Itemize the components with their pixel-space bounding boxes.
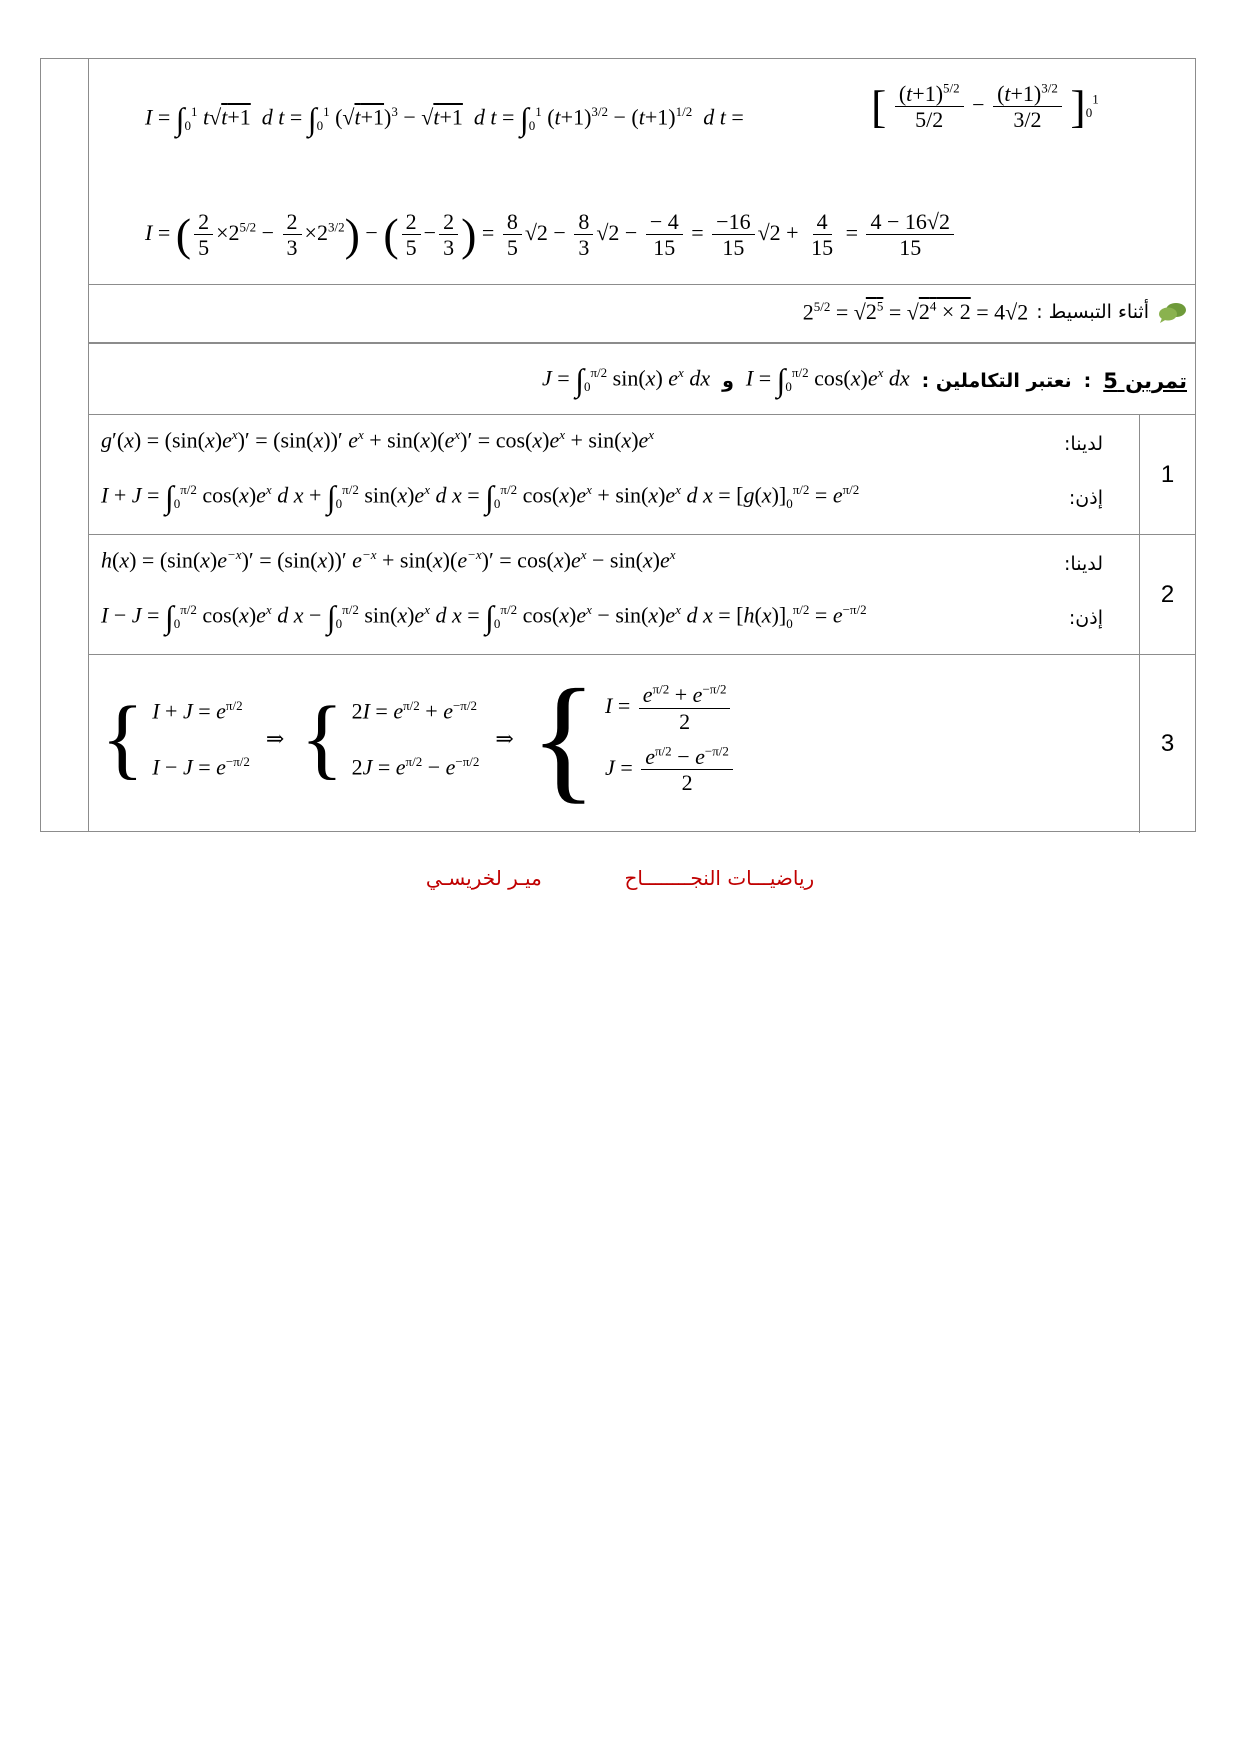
step1-derivative: $g'(x) = (\sin(x)e^x)' = (\sin(x))'$ $e^x + \sin(x)(e^x)' = \cos(x)e^x + \sin(x)e^x$ (101, 427, 655, 453)
step-number-1: 1 (1139, 415, 1195, 534)
step1-label-therefore: إذن: (1068, 487, 1103, 509)
speech-bubbles-icon (1157, 300, 1187, 324)
integral-I-expansion: $I = \int_0^1$ t√t+1 d $t = \int_0^1$ $(√t+1)^3 - √t+1$ d $t = \int_0^1$ $(t+1)^{3/2} - (t+1)^{1/2}$ d t = (145, 101, 744, 137)
exercise-header-row: تمرين 5 : نعتبر التكاملين : $I = \int_0^{\pi/2}$ $\cos(x)e^x$ dx و $J = \int_0^{\pi/2}$ sin(x) $e^x$ dx (89, 343, 1195, 415)
step-number-2: 2 (1139, 535, 1195, 654)
step1-label-given: لدينا: (1064, 433, 1103, 455)
step-row-2 (89, 535, 1195, 655)
step-row-3 (89, 655, 1195, 833)
step3-system-solution: { $I + J = e^{\pi/2}$ $I - J = e^{-\pi/2}$ ⇒ { $2I = e^{\pi/2} + e^{-\pi/2}$ $2J = e^{\pi/2} - e^{-\pi/2}$ ⇒ { I = $\frac{e^{\pi/2} + e^{-\pi/2}}{2}$ J = $\frac{e^{\pi/2} - e^{-\pi/2}}{2}$ (101, 669, 736, 809)
step-row-1 (89, 415, 1195, 535)
exercise-title: تمرين 5 (1103, 368, 1187, 393)
step2-label-given: لدينا: (1064, 553, 1103, 575)
integral-computation-row (89, 59, 1195, 285)
step2-label-therefore: إذن: (1068, 607, 1103, 629)
and-word: و (722, 369, 734, 392)
step2-derivative: $h(x) = (\sin(x)e^{-x})' = (\sin(x))'$ $e^{-x} + \sin(x)(e^{-x})' = \cos(x)e^x - \sin(x)e^x$ (101, 547, 676, 573)
step-number-3: 3 (1139, 655, 1195, 833)
footer (0, 866, 1240, 890)
integral-I-antiderivative: [ $\frac{(t+1)^{5/2}}{5/2}$ − $\frac{(t+1)^{3/2}}{3/2}$ ]$_0^1$ (871, 80, 1099, 133)
step1-sum: $I + J = \int_0^{\pi/2}$ $\cos(x)e^x$ d $x + \int_0^{\pi/2}$ $\sin(x)e^x$ d $x = \int_0^{\pi/2}$ $\cos(x)e^x + \sin(x)e^x$ d $x = [g(x)]_0^{\pi/2} = e^{\pi/2}$ (101, 479, 860, 515)
step2-difference: $I - J = \int_0^{\pi/2}$ $\cos(x)e^x$ d $x - \int_0^{\pi/2}$ $\sin(x)e^x$ d $x = \int_0^{\pi/2}$ $\cos(x)e^x - \sin(x)e^x$ d $x = [h(x)]_0^{\pi/2} = e^{-\pi/2}$ (101, 599, 867, 635)
integral-J-definition: $J = \int_0^{\pi/2}$ sin(x) $e^x$ dx (542, 362, 711, 398)
integral-I-result: I = ( $\frac{2}{5}$ $\times 2^{5/2}$ − $\frac{2}{3}$ $\times 2^{3/2}$) − ( $\frac{2}{5}$ − $\frac{2}{3}$ ) = $\frac{8}{5}$ √2 − $\frac{8}{3}$ √2 − $\frac{- 4}{15}$ = $\frac{-16}{15}$ √2 + $\frac{4}{15}$ = $\frac{4 - 16√2}{15}$ (145, 209, 957, 261)
integral-I-definition: $I = \int_0^{\pi/2}$ $\cos(x)e^x$ dx (745, 362, 910, 398)
footer-left-text: ميـر لخريسـي (425, 866, 542, 890)
simplification-note-row (89, 285, 1195, 343)
simplification-label: أثناء التبسيط : (1036, 301, 1149, 324)
footer-right-text: رياضيـــات النجــــــــاح (624, 866, 815, 890)
exercise-intro: نعتبر التكاملين : (921, 369, 1072, 392)
solution-table (40, 58, 1196, 832)
simplification-formula: $2^{5/2} = √2^5 = √2^4 \times 2 = 4√2$ (802, 299, 1029, 325)
left-margin-column (41, 59, 89, 831)
